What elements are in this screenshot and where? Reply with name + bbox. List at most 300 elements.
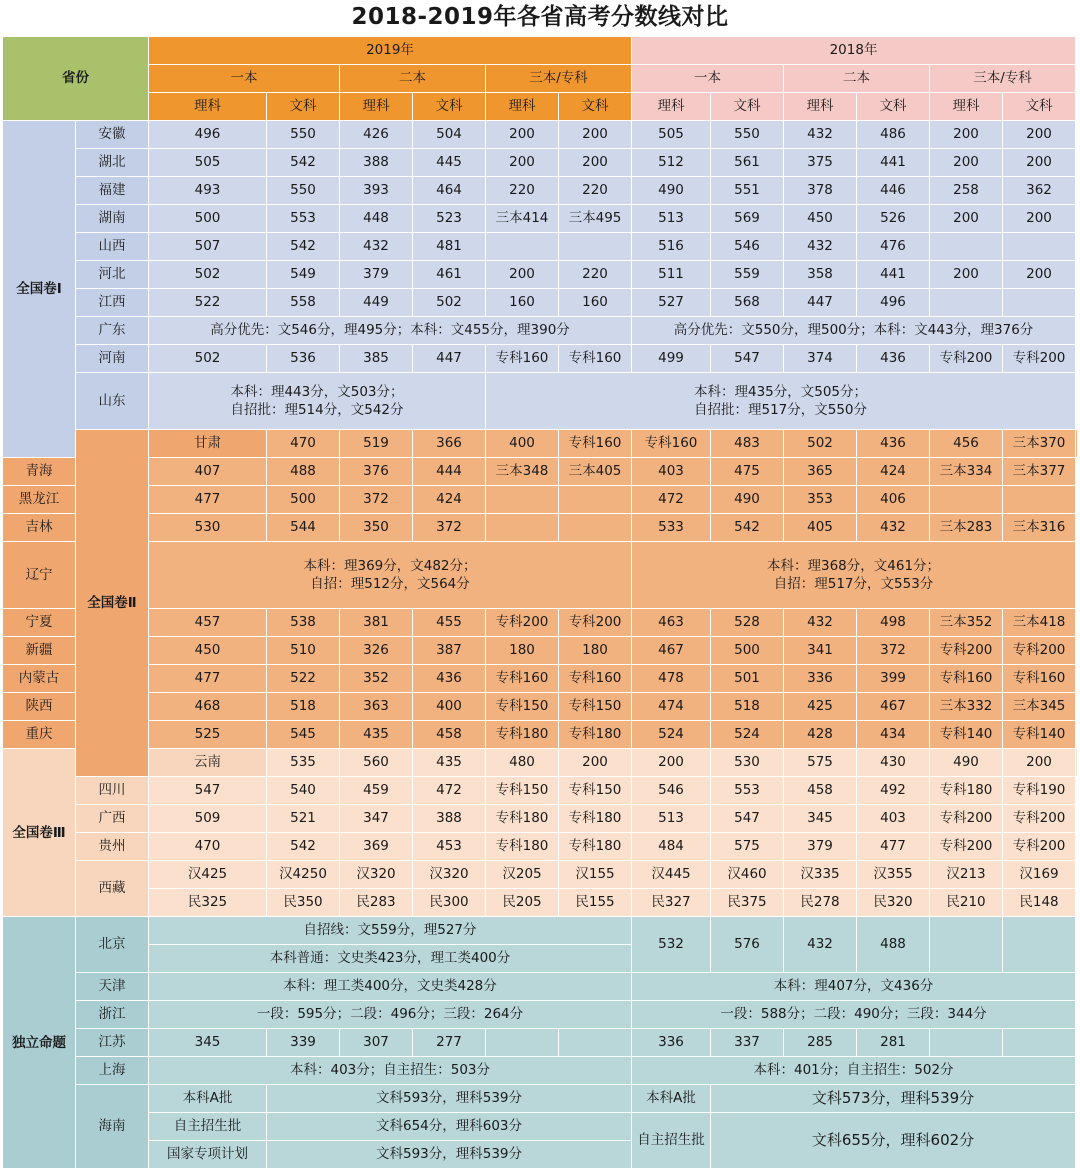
- score-cell: 536: [267, 345, 340, 373]
- score-cell: 363: [340, 693, 413, 721]
- score-note-2018: [486, 373, 1076, 430]
- score-cell: 民327: [632, 889, 711, 917]
- score-cell: 502: [784, 430, 857, 458]
- score-cell: 专科160: [559, 430, 632, 458]
- score-cell: 200: [930, 205, 1003, 233]
- score-cell: 449: [340, 289, 413, 317]
- province-name: 广西: [76, 805, 149, 833]
- header-2019-tier2-lib: 文科: [413, 93, 486, 121]
- header-2019-tier3-lib: 文科: [559, 93, 632, 121]
- province-name: 内蒙古: [3, 665, 76, 693]
- score-cell: 三本348: [486, 458, 559, 486]
- score-cell: 505: [149, 149, 267, 177]
- table-row: [3, 833, 1078, 861]
- score-cell: 544: [267, 514, 340, 542]
- score-cell: 三本316: [1003, 514, 1076, 542]
- score-cell: 汉205: [486, 861, 559, 889]
- score-cell: 472: [413, 777, 486, 805]
- table-row: [3, 749, 1078, 777]
- province-name: 上海: [76, 1057, 149, 1085]
- score-cell: [559, 486, 632, 514]
- header-2018-tier1: 一本: [632, 65, 784, 93]
- score-cell: 542: [267, 833, 340, 861]
- note-line: 自招：理517分，文553分: [773, 576, 934, 592]
- score-cell: 376: [340, 458, 413, 486]
- score-cell: 200: [559, 149, 632, 177]
- score-note-2018: 高分优先：文550分，理500分；本科：文443分，理376分: [632, 317, 1076, 345]
- score-cell: 专科200: [1003, 345, 1076, 373]
- table-row: [3, 1113, 1078, 1141]
- score-cell: 499: [632, 345, 711, 373]
- score-cell: 200: [930, 121, 1003, 149]
- hainan-score-2019: 文科654分，理科603分: [267, 1113, 632, 1141]
- province-name: 河南: [76, 345, 149, 373]
- section-label: 全国卷Ⅲ: [3, 749, 76, 917]
- score-cell: 496: [149, 121, 267, 149]
- score-cell: 488: [267, 458, 340, 486]
- score-cell: 汉155: [559, 861, 632, 889]
- score-cell: 民155: [559, 889, 632, 917]
- table-row: [3, 1057, 1078, 1085]
- score-cell: 专科180: [559, 833, 632, 861]
- score-cell: 三本414: [486, 205, 559, 233]
- score-note-2019: 高分优先：文546分，理495分；本科：文455分，理390分: [149, 317, 632, 345]
- score-cell: 专科150: [486, 693, 559, 721]
- score-cell: 专科160: [559, 345, 632, 373]
- score-cell: 535: [267, 749, 340, 777]
- score-cell: 三本332: [930, 693, 1003, 721]
- score-cell: 456: [930, 430, 1003, 458]
- table-row: [3, 805, 1078, 833]
- note-line: 自招：理512分，文564分: [310, 576, 470, 592]
- score-cell: 501: [711, 665, 784, 693]
- header-2019-tier3: 三本/专科: [486, 65, 632, 93]
- score-cell: 专科180: [486, 805, 559, 833]
- score-cell: 200: [559, 121, 632, 149]
- header-province: 省份: [3, 37, 149, 121]
- score-cell: 522: [149, 289, 267, 317]
- score-cell: 专科180: [559, 721, 632, 749]
- province-name: 宁夏: [3, 609, 76, 637]
- score-cell: 477: [857, 833, 930, 861]
- score-cell: 200: [1003, 749, 1076, 777]
- score-cell: 481: [413, 233, 486, 261]
- score-cell: 281: [857, 1029, 930, 1057]
- score-note-2019: 自招线：文559分，理527分: [149, 917, 632, 945]
- province-name: 吉林: [3, 514, 76, 542]
- score-cell: 407: [149, 458, 267, 486]
- table-row: [3, 609, 1078, 637]
- score-cell: 三本418: [1003, 609, 1076, 637]
- score-cell: 450: [149, 637, 267, 665]
- province-name: 山西: [76, 233, 149, 261]
- score-cell: 三本405: [559, 458, 632, 486]
- score-cell: 汉213: [930, 861, 1003, 889]
- score-cell: 200: [930, 149, 1003, 177]
- score-cell: 490: [632, 177, 711, 205]
- province-name: 浙江: [76, 1001, 149, 1029]
- score-cell: 424: [857, 458, 930, 486]
- province-name: 天津: [76, 973, 149, 1001]
- score-cell: 专科160: [1003, 665, 1076, 693]
- score-cell: 406: [857, 486, 930, 514]
- score-note-2019: 本科普通：文史类423分，理工类400分: [149, 945, 632, 973]
- province-name: 新疆: [3, 637, 76, 665]
- score-cell: 575: [784, 749, 857, 777]
- score-cell: 403: [857, 805, 930, 833]
- score-cell: 三本283: [930, 514, 1003, 542]
- score-cell: 538: [267, 609, 340, 637]
- section-label: 全国卷Ⅰ: [3, 121, 76, 458]
- score-cell: 446: [857, 177, 930, 205]
- table-row: [3, 373, 1078, 430]
- score-cell: 447: [784, 289, 857, 317]
- score-cell: 441: [857, 149, 930, 177]
- score-cell: 474: [632, 693, 711, 721]
- hainan-batch-2019: 本科A批: [149, 1085, 267, 1113]
- score-cell: 专科160: [486, 665, 559, 693]
- score-cell: 533: [632, 514, 711, 542]
- score-cell: 475: [711, 458, 784, 486]
- score-cell: 200: [1003, 149, 1076, 177]
- score-cell: 450: [784, 205, 857, 233]
- score-cell: 专科180: [486, 721, 559, 749]
- score-cell: 527: [632, 289, 711, 317]
- score-cell: 553: [711, 777, 784, 805]
- score-cell: 546: [711, 233, 784, 261]
- table-row: [3, 261, 1078, 289]
- province-name: 湖北: [76, 149, 149, 177]
- header-2018-tier1-lib: 文科: [711, 93, 784, 121]
- score-cell: 436: [857, 345, 930, 373]
- score-cell: 424: [413, 486, 486, 514]
- score-cell: 430: [857, 749, 930, 777]
- section-label: 全国卷Ⅱ: [76, 430, 149, 777]
- score-cell: 500: [149, 205, 267, 233]
- table-row: [3, 917, 1078, 945]
- score-cell: [486, 233, 559, 261]
- score-cell: 483: [711, 430, 784, 458]
- score-note-2018: 一段：588分；二段：490分；三段：344分: [632, 1001, 1076, 1029]
- hainan-score-2018: 文科573分，理科539分: [711, 1085, 1076, 1113]
- score-cell: 358: [784, 261, 857, 289]
- score-cell: [559, 233, 632, 261]
- note-line: 本科：理368分，文461分；: [767, 558, 941, 574]
- score-cell: 378: [784, 177, 857, 205]
- score-cell: 500: [267, 486, 340, 514]
- hainan-batch-2018: 本科A批: [632, 1085, 711, 1113]
- table-row: [3, 205, 1078, 233]
- header-2018-tier3-lib: 文科: [1003, 93, 1076, 121]
- table-row: [3, 458, 1078, 486]
- score-cell: 200: [559, 749, 632, 777]
- score-cell: 专科140: [930, 721, 1003, 749]
- score-cell: 372: [340, 486, 413, 514]
- province-name: 山东: [76, 373, 149, 430]
- score-cell: 专科150: [559, 693, 632, 721]
- score-cell: 568: [711, 289, 784, 317]
- province-name: 广东: [76, 317, 149, 345]
- province-name: 西藏: [76, 861, 149, 917]
- province-name: 青海: [3, 458, 76, 486]
- score-cell: 180: [486, 637, 559, 665]
- score-note-2019: [149, 542, 632, 609]
- score-cell: 民320: [857, 889, 930, 917]
- score-cell: 511: [632, 261, 711, 289]
- hainan-batch-2018: 自主招生批: [632, 1113, 711, 1169]
- table-row: [3, 514, 1078, 542]
- score-cell: 民375: [711, 889, 784, 917]
- score-cell: [559, 514, 632, 542]
- score-note-2018: 本科：理407分，文436分: [632, 973, 1076, 1001]
- score-cell: 387: [413, 637, 486, 665]
- table-row: [3, 1001, 1078, 1029]
- score-cell: 220: [486, 177, 559, 205]
- score-cell: 403: [632, 458, 711, 486]
- score-cell: [930, 486, 1003, 514]
- province-name: 甘肃: [149, 430, 267, 458]
- header-2018-tier2: 二本: [784, 65, 930, 93]
- score-cell: 455: [413, 609, 486, 637]
- score-cell: 400: [413, 693, 486, 721]
- score-cell: 453: [413, 833, 486, 861]
- score-cell: 425: [784, 693, 857, 721]
- score-cell: 400: [486, 430, 559, 458]
- score-cell: 448: [340, 205, 413, 233]
- table-body: [3, 121, 1078, 1169]
- score-note-2019: 本科：理工类400分，文史类428分: [149, 973, 632, 1001]
- score-cell: 200: [632, 749, 711, 777]
- province-name: 湖南: [76, 205, 149, 233]
- table-row: [3, 233, 1078, 261]
- note-line: 自招批：理517分，文550分: [693, 402, 868, 418]
- table-row: [3, 121, 1078, 149]
- score-cell: 汉320: [340, 861, 413, 889]
- score-cell: 569: [711, 205, 784, 233]
- score-cell: 507: [149, 233, 267, 261]
- score-cell: 345: [784, 805, 857, 833]
- note-line: 本科：理443分，文503分；: [230, 384, 404, 400]
- score-cell: 468: [149, 693, 267, 721]
- score-cell: 432: [784, 609, 857, 637]
- score-cell: 426: [340, 121, 413, 149]
- score-cell: 405: [784, 514, 857, 542]
- header-2019-tier1: 一本: [149, 65, 340, 93]
- score-cell: 435: [340, 721, 413, 749]
- score-cell: 504: [413, 121, 486, 149]
- score-cell: 200: [486, 261, 559, 289]
- score-cell: 369: [340, 833, 413, 861]
- score-cell: 民205: [486, 889, 559, 917]
- table-row: [3, 665, 1078, 693]
- score-cell: 民210: [930, 889, 1003, 917]
- score-cell: 513: [632, 805, 711, 833]
- table-row: [3, 1085, 1078, 1113]
- table-row: [3, 861, 1078, 889]
- score-cell: [1003, 486, 1076, 514]
- score-cell: 502: [413, 289, 486, 317]
- score-cell: 379: [784, 833, 857, 861]
- note-line: 自招批：理514分，文542分: [230, 402, 404, 418]
- score-cell: 专科160: [559, 665, 632, 693]
- score-cell: 180: [559, 637, 632, 665]
- score-cell: 505: [632, 121, 711, 149]
- score-cell: 专科160: [632, 430, 711, 458]
- score-cell: 490: [711, 486, 784, 514]
- score-cell: 559: [711, 261, 784, 289]
- score-cell: 三本377: [1003, 458, 1076, 486]
- score-cell: 435: [413, 749, 486, 777]
- score-cell: 民283: [340, 889, 413, 917]
- note-line: 本科：理435分，文505分；: [693, 384, 868, 400]
- score-cell: 381: [340, 609, 413, 637]
- table-row: [3, 430, 1078, 458]
- score-cell: 民325: [149, 889, 267, 917]
- province-name: 河北: [76, 261, 149, 289]
- score-cell: 470: [267, 430, 340, 458]
- score-cell: 545: [267, 721, 340, 749]
- score-cell: 388: [413, 805, 486, 833]
- score-cell: [1003, 289, 1076, 317]
- score-cell: 160: [486, 289, 559, 317]
- score-cell: 445: [413, 149, 486, 177]
- score-cell: 444: [413, 458, 486, 486]
- score-cell: 三本352: [930, 609, 1003, 637]
- score-cell: 542: [711, 514, 784, 542]
- score-cell: 200: [486, 149, 559, 177]
- score-cell: 521: [267, 805, 340, 833]
- score-cell: 200: [486, 121, 559, 149]
- score-cell: 484: [632, 833, 711, 861]
- page-title: 2018-2019年各省高考分数线对比: [351, 4, 729, 30]
- score-cell: 汉445: [632, 861, 711, 889]
- score-cell: 220: [559, 261, 632, 289]
- province-name: 黑龙江: [3, 486, 76, 514]
- score-cell: 专科150: [559, 777, 632, 805]
- score-cell: 200: [1003, 121, 1076, 149]
- score-cell: 550: [267, 177, 340, 205]
- score-cell: 550: [267, 121, 340, 149]
- score-cell: 379: [340, 261, 413, 289]
- table-row: [3, 317, 1078, 345]
- header-2018-tier1-sci: 理科: [632, 93, 711, 121]
- score-cell: 200: [1003, 261, 1076, 289]
- score-cell: [1076, 749, 1078, 777]
- score-cell: 专科200: [930, 805, 1003, 833]
- score-cell: 专科180: [486, 833, 559, 861]
- score-cell: 492: [857, 777, 930, 805]
- score-cell: [486, 1029, 559, 1057]
- score-cell: 518: [267, 693, 340, 721]
- score-cell: 399: [857, 665, 930, 693]
- score-cell: 561: [711, 149, 784, 177]
- table-row: [3, 177, 1078, 205]
- score-cell: 467: [632, 637, 711, 665]
- header-2019-tier2-sci: 理科: [340, 93, 413, 121]
- province-name: 福建: [76, 177, 149, 205]
- score-cell: 362: [1003, 177, 1076, 205]
- score-cell: 专科200: [930, 637, 1003, 665]
- score-cell: 432: [784, 121, 857, 149]
- score-cell: 447: [413, 345, 486, 373]
- score-cell: [1003, 1029, 1076, 1057]
- score-cell: 汉169: [1003, 861, 1076, 889]
- score-cell: 专科200: [1003, 833, 1076, 861]
- score-cell: 470: [149, 833, 267, 861]
- score-cell: 专科160: [486, 345, 559, 373]
- score-cell: 519: [340, 430, 413, 458]
- score-cell: 专科180: [559, 805, 632, 833]
- score-cell: 民350: [267, 889, 340, 917]
- score-cell: 526: [857, 205, 930, 233]
- score-cell: 550: [711, 121, 784, 149]
- score-cell: 专科200: [930, 345, 1003, 373]
- score-cell: 542: [267, 149, 340, 177]
- score-cell: 434: [857, 721, 930, 749]
- score-note-2019: 本科：403分；自主招生：503分: [149, 1057, 632, 1085]
- score-cell: 441: [857, 261, 930, 289]
- table-row: [3, 721, 1078, 749]
- score-cell: 500: [711, 637, 784, 665]
- score-cell: 345: [149, 1029, 267, 1057]
- table-row: [3, 693, 1078, 721]
- score-cell: 496: [857, 289, 930, 317]
- score-cell: 524: [632, 721, 711, 749]
- score-cell: 478: [632, 665, 711, 693]
- score-cell: [930, 917, 1003, 973]
- score-cell: 347: [340, 805, 413, 833]
- header-2019-tier1-sci: 理科: [149, 93, 267, 121]
- score-cell: 专科150: [486, 777, 559, 805]
- score-cell: 463: [632, 609, 711, 637]
- header-year-2019: 2019年: [149, 37, 632, 65]
- score-cell: 372: [413, 514, 486, 542]
- score-cell: 524: [711, 721, 784, 749]
- score-cell: 530: [711, 749, 784, 777]
- hainan-score-2019: 文科593分，理科539分: [267, 1085, 632, 1113]
- score-cell: 560: [340, 749, 413, 777]
- score-cell: 528: [711, 609, 784, 637]
- header-2018-tier2-lib: 文科: [857, 93, 930, 121]
- score-cell: 三本495: [559, 205, 632, 233]
- score-cell: 专科200: [1003, 805, 1076, 833]
- score-cell: 307: [340, 1029, 413, 1057]
- score-cell: [1003, 917, 1076, 973]
- score-cell: 513: [632, 205, 711, 233]
- score-cell: 160: [559, 289, 632, 317]
- score-cell: 546: [632, 777, 711, 805]
- table-row: [3, 149, 1078, 177]
- hainan-batch-2019: 国家专项计划: [149, 1141, 267, 1169]
- score-cell: 522: [267, 665, 340, 693]
- score-cell: 476: [857, 233, 930, 261]
- score-cell: 486: [857, 121, 930, 149]
- score-cell: 532: [632, 917, 711, 973]
- score-cell: 民148: [1003, 889, 1076, 917]
- score-cell: 432: [340, 233, 413, 261]
- score-cell: 393: [340, 177, 413, 205]
- score-cell: 547: [711, 345, 784, 373]
- score-cell: 专科200: [559, 609, 632, 637]
- score-cell: 502: [149, 261, 267, 289]
- score-cell: 436: [857, 430, 930, 458]
- header-2018-tier3: 三本/专科: [930, 65, 1076, 93]
- header-2018-tier2-sci: 理科: [784, 93, 857, 121]
- score-cell: 467: [857, 693, 930, 721]
- score-cell: 专科180: [930, 777, 1003, 805]
- score-cell: 277: [413, 1029, 486, 1057]
- score-cell: 525: [149, 721, 267, 749]
